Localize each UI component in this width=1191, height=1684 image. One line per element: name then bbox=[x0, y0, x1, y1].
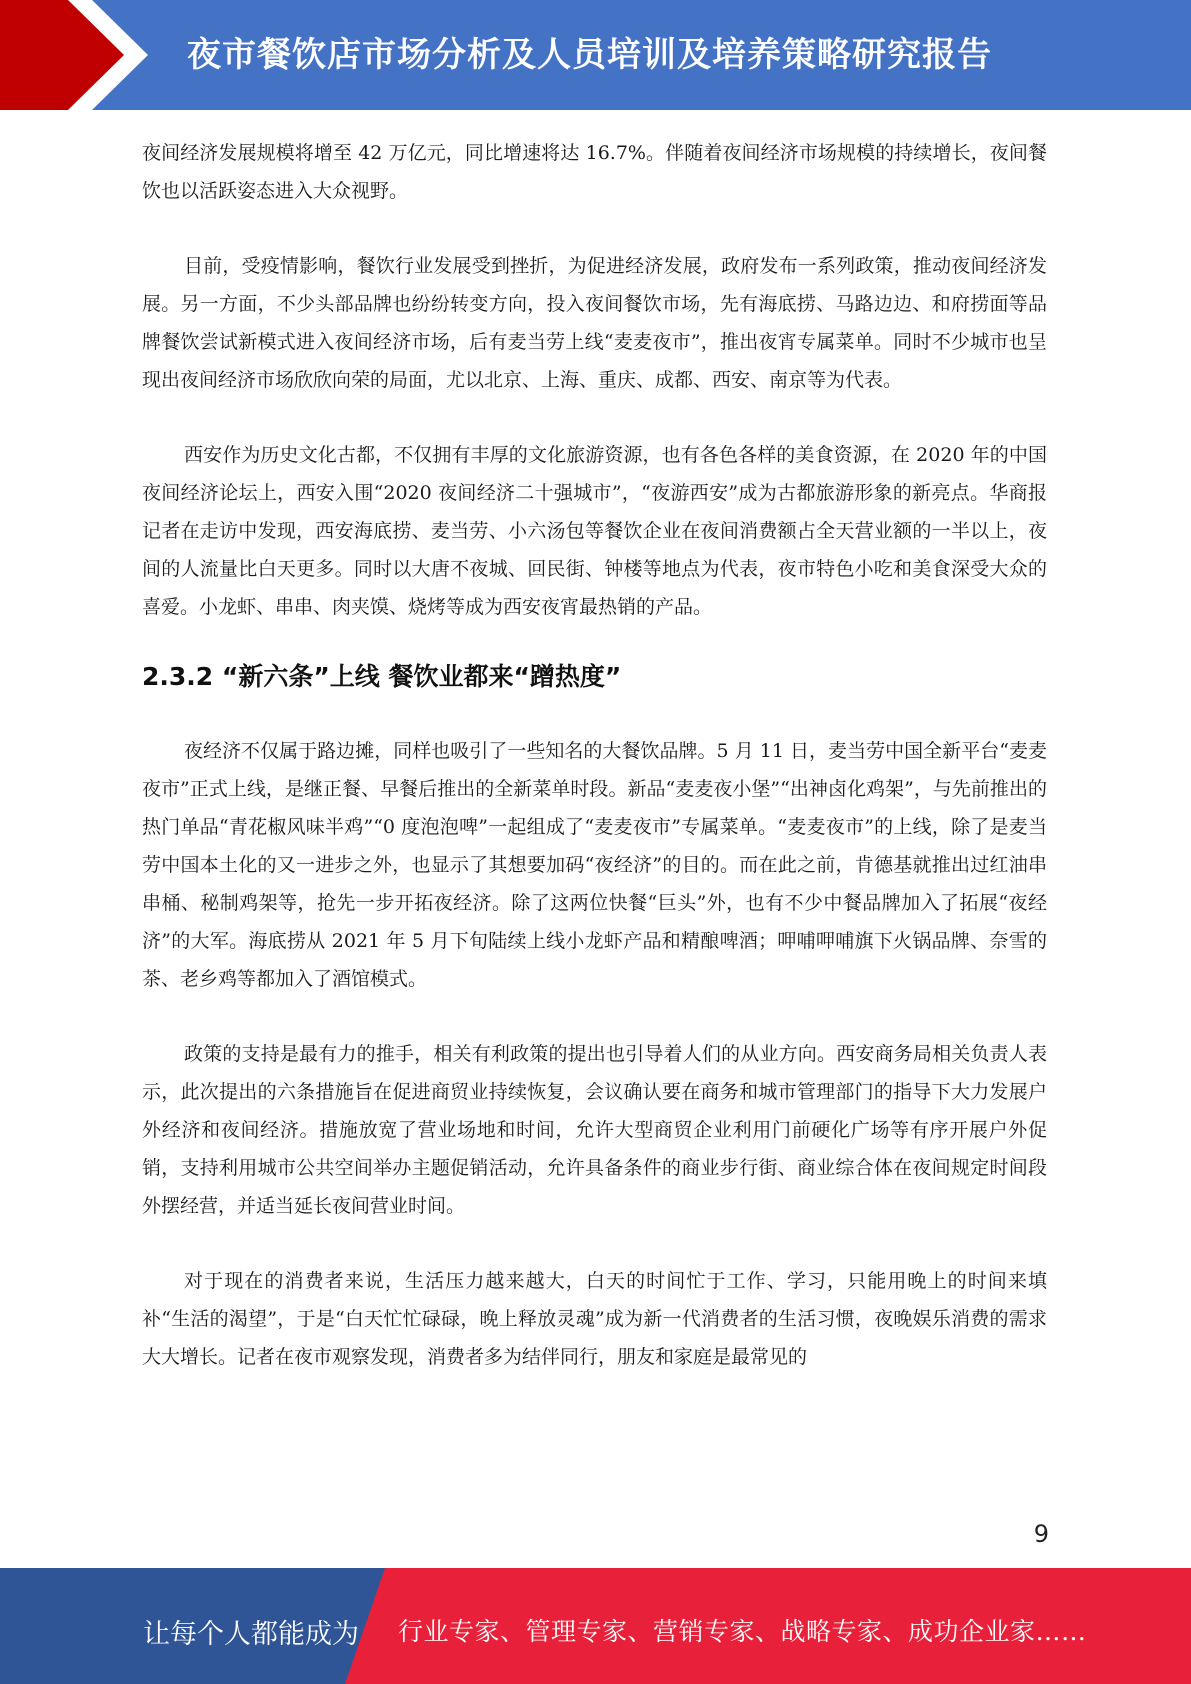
page-number: 9 bbox=[1033, 1520, 1049, 1548]
footer-slogan-left: 让每个人都能成为 bbox=[143, 1619, 359, 1650]
paragraph-3: 西安作为历史文化古都，不仅拥有丰厚的文化旅游资源，也有各色各样的美食资源，在 2020 年的中国夜间经济论坛上，西安入围“2020 夜间经济二十强城市”，“夜游西安”成为古都旅游形象的新亮点。华商报记者在走访中发现，西安海底捞、麦当劳、小六汤包等餐饮企业在夜间消费额占全天营业额的一半以上，夜间的人流量比白天更多。同时以大唐不夜城、回民街、钟楼等地点为代表，夜市特色小吃和美食深受大众的喜爱。小龙虾、串串、肉夹馍、烧烤等成为西安夜宵最热销的产品。 bbox=[142, 444, 1047, 618]
header-banner bbox=[0, 0, 1191, 110]
page-content bbox=[142, 134, 1047, 1376]
paragraph-4: 夜经济不仅属于路边摊，同样也吸引了一些知名的大餐饮品牌。5 月 11 日，麦当劳中国全新平台“麦麦夜市”正式上线，是继正餐、早餐后推出的全新菜单时段。新品“麦麦夜小堡”“出神卤化鸡架”，与先前推出的热门单品“青花椒风味半鸡”“0 度泡泡啤”一起组成了“麦麦夜市”专属菜单。“麦麦夜市”的上线，除了是麦当劳中国本土化的又一进步之外，也显示了其想要加码“夜经济”的目的。而在此之前，肯德基就推出过红油串串桶、秘制鸡架等，抢先一步开拓夜经济。除了这两位快餐“巨头”外，也有不少中餐品牌加入了拓展“夜经济”的大军。海底捞从 2021 年 5 月下旬陆续上线小龙虾产品和精酿啤酒；呷哺呷哺旗下火锅品牌、奈雪的茶、老乡鸡等都加入了酒馆模式。 bbox=[142, 740, 1047, 990]
red-arrow-decoration bbox=[0, 0, 160, 110]
paragraph-2: 目前，受疫情影响，餐饮行业发展受到挫折，为促进经济发展，政府发布一系列政策，推动夜间经济发展。另一方面，不少头部品牌也纷纷转变方向，投入夜间餐饮市场，先有海底捞、马路边边、和府捞面等品牌餐饮尝试新模式进入夜间经济市场，后有麦当劳上线“麦麦夜市”，推出夜宵专属菜单。同时不少城市也呈现出夜间经济市场欣欣向荣的局面，尤以北京、上海、重庆、成都、西安、南京等为代表。 bbox=[142, 255, 1047, 391]
footer-slogan-right: 行业专家、管理专家、营销专家、战略专家、成功企业家…… bbox=[398, 1617, 1087, 1646]
footer-banner bbox=[0, 1568, 1191, 1684]
paragraph-6: 对于现在的消费者来说，生活压力越来越大，白天的时间忙于工作、学习，只能用晚上的时间来填补“生活的渴望”，于是“白天忙忙碌碌，晚上释放灵魂”成为新一代消费者的生活习惯，夜晚娱乐消费的需求大大增长。记者在夜市观察发现，消费者多为结伴同行，朋友和家庭是最常见的 bbox=[142, 1270, 1047, 1368]
paragraph-1: 夜间经济发展规模将增至 42 万亿元，同比增速将达 16.7%。伴随着夜间经济市场规模的持续增长，夜间餐饮也以活跃姿态进入大众视野。 bbox=[142, 142, 1047, 202]
section-heading: 2.3.2 “新六条”上线 餐饮业都来“蹭热度” bbox=[142, 662, 622, 691]
paragraph-5: 政策的支持是最有力的推手，相关有利政策的提出也引导着人们的从业方向。西安商务局相关负责人表示，此次提出的六条措施旨在促进商贸业持续恢复，会议确认要在商务和城市管理部门的指导下大力发展户外经济和夜间经济。措施放宽了营业场地和时间，允许大型商贸企业利用门前硬化广场等有序开展户外促销，支持利用城市公共空间举办主题促销活动，允许具备条件的商业步行街、商业综合体在夜间规定时间段外摆经营，并适当延长夜间营业时间。 bbox=[142, 1043, 1047, 1217]
report-title: 夜市餐饮店市场分析及人员培训及培养策略研究报告 bbox=[187, 35, 992, 75]
